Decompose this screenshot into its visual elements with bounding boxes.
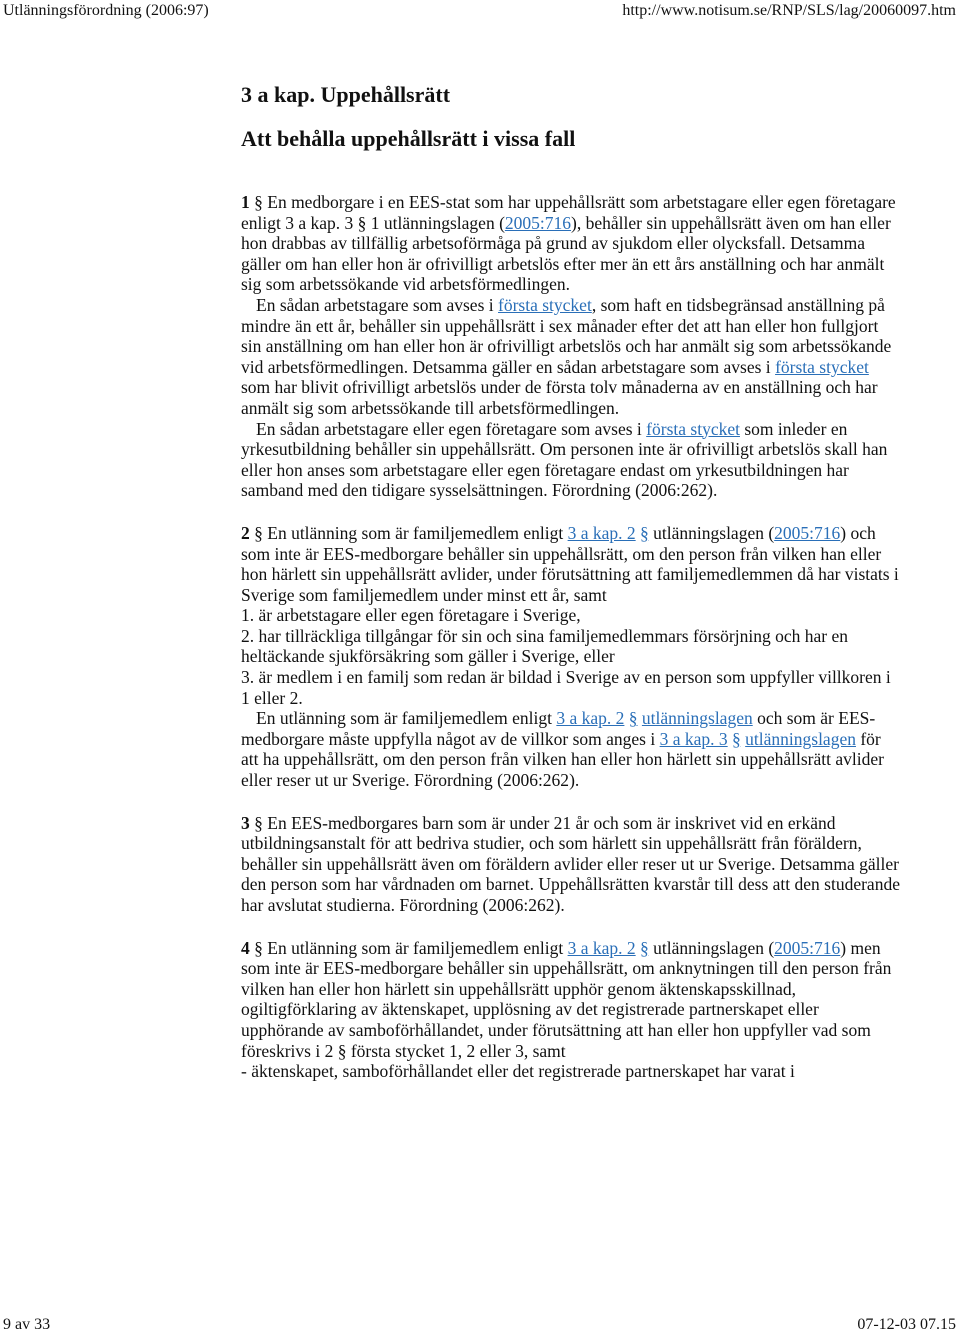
chapter-ref-link[interactable]: 3 a kap. 2 — [567, 937, 636, 958]
chapter-ref-sign-link[interactable]: § — [640, 522, 649, 543]
list-item: - äktenskapet, samboförhållandet eller det registrerade partnerskapet har varat i — [241, 1061, 795, 1082]
chapter-heading: 3 a kap. Uppehållsrätt — [241, 82, 451, 107]
amendment-ref: 2006:262 — [488, 895, 555, 915]
section-3 — [241, 813, 901, 916]
section-subheading: Att behålla uppehållsrätt i vissa fall — [241, 126, 576, 151]
document-body — [241, 82, 901, 1104]
section-1-paragraph-1: 1 § En medborgare i en EES-stat som har uppehållsrätt som arbetstagare eller egen företagare enligt 3 a kap. 3 § 1 utlänningslagen (2005:716), behåller sin uppehållsrätt även om han eller hon drabbas av tillfällig arbetsoförmåga på grund av sjukdom eller olycksfall. Detsamma gäller om han eller hon är ofrivilligt arbetslös efter mer än ett års anställning och har anmält sig som arbetssökande vid arbetsförmedlingen. — [241, 192, 896, 295]
section-number: 3 — [241, 812, 250, 833]
section-1-paragraph-2: En sådan arbetstagare som avses i första stycket, som haft en tidsbegränsad anställning på mindre än ett år, behåller sin uppehållsrätt i sex månader efter det att han eller hon fullgjort sin anställning om han eller hon är ofrivilligt arbetslös och har anmält sig som arbetssökande vid arbetsförmedlingen. Detsamma gäller en sådan arbetstagare som avses i första stycket som har blivit ofrivilligt arbetslös under de första tolv månaderna av en anställning och har anmält sig som arbetssökande till arbetsförmedlingen. — [241, 294, 892, 418]
amendment-ref: 2006:262 — [502, 770, 570, 791]
page-footer — [0, 1316, 960, 1338]
section-3-paragraph-1: 3 § En EES-medborgares barn som är under 21 år och som är inskrivet vid en erkänd utbildningsanstalt för att bedriva studier, och som härlett sin uppehållsrätt från föräldern, behåller sin uppehållsrätt även om föräldern avlider eller reser ut ur Sverige. Detsamma gäller den person som har vårdnaden om barnet. Uppehållsrätten kvarstår till dess att den studerande har avslutat studierna. Förordning (2006:262). — [241, 812, 900, 915]
section-1-paragraph-3: En sådan arbetstagare eller egen företagare som avses i första stycket som inleder en yrkesutbildning behåller sin uppehållsrätt. Om personen inte är ofrivilligt arbetslös skall han eller hon anses som arbetstagare eller egen företagare endast om yrkesutbildningen har samband med den tidigare sysselsättningen. Förordning (2006:262). — [241, 418, 888, 501]
section-2-paragraph-2: En utlänning som är familjemedlem enligt 3 a kap. 2 § utlänningslagen och som är EES-medborgare måste uppfylla något av de villkor som anges i 3 a kap. 3 § utlänningslagen för att ha uppehållsrätt, om den person från vilken han eller hon härlett sin uppehållsrätt avlider eller reser ut ur Sverige. Förordning (2006:262). — [241, 708, 884, 791]
print-date: 07-12-03 07.15 — [857, 1316, 956, 1333]
section-number: 2 — [241, 522, 250, 543]
section-sign: § — [254, 937, 263, 958]
chapter-ref-link[interactable]: 3 a kap. 2 — [567, 522, 636, 543]
list-item: 3. är medlem i en familj som redan är bildad i Sverige av en person som uppfyller villkoren i 1 eller 2. — [241, 667, 891, 708]
chapter-ref-sign-link[interactable]: § — [628, 708, 638, 729]
section-number: 4 — [241, 937, 250, 958]
chapter-ref-sign-link[interactable]: § — [640, 937, 649, 958]
section-number: 1 — [241, 192, 250, 212]
forsta-stycket-link[interactable]: första stycket — [775, 356, 869, 377]
page-number: 9 av 33 — [3, 1316, 51, 1333]
page-header — [0, 0, 960, 26]
chapter-ref-sign-link[interactable]: § — [732, 728, 741, 749]
forsta-stycket-link[interactable]: första stycket — [646, 418, 740, 439]
law-link[interactable]: utlänningslagen — [745, 728, 856, 749]
section-4-paragraph-1: 4 § En utlänning som är familjemedlem enligt 3 a kap. 2 § utlänningslagen (2005:716) men som inte är EES-medborgare behåller sin uppehållsrätt, om anknytningen till den person från vilken han eller hon härlett sin uppehållsrätt upphör genom äktenskapsskillnad, ogiltigförklaring av äktenskapet, upplösning av det registrerade partnerskapet eller upphörande av samboförhållandet, under förutsättning att han eller hon uppfyller vad som föreskrivs i 2 § första stycket 1, 2 eller 3, samt — [241, 937, 892, 1061]
law-link[interactable]: utlänningslagen — [641, 708, 753, 729]
section-2 — [241, 523, 901, 791]
sfs-link[interactable]: 2005:716 — [504, 212, 572, 233]
section-sign: § — [254, 812, 263, 833]
amendment-ref: 2006:262 — [641, 480, 708, 501]
forsta-stycket-link[interactable]: första stycket — [498, 294, 592, 315]
section-sign: § — [254, 192, 263, 212]
document-url[interactable]: http://www.notisum.se/RNP/SLS/lag/20060097.htm — [622, 2, 956, 19]
section-2-paragraph-1: 2 § En utlänning som är familjemedlem enligt 3 a kap. 2 § utlänningslagen (2005:716) och som inte är EES-medborgare behåller sin uppehållsrätt, om den person från vilken han eller hon härlett sin uppehållsrätt avlider, under förutsättning att familjemedlemmen då har vistats i Sverige som familjemedlem under minst ett år, samt — [241, 522, 899, 605]
section-4 — [241, 938, 901, 1082]
sfs-link[interactable]: 2005:716 — [774, 937, 841, 958]
list-item: 2. har tillräckliga tillgångar för sin och sina familjemedlemmars försörjning och har en heltäckande sjukförsäkring som gäller i Sverige, eller — [241, 625, 848, 667]
document-title: Utlänningsförordning (2006:97) — [3, 2, 209, 19]
chapter-ref-link[interactable]: 3 a kap. 2 — [556, 708, 625, 729]
chapter-ref-link[interactable]: 3 a kap. 3 — [659, 728, 728, 749]
section-sign: § — [254, 522, 263, 543]
list-item: 1. är arbetstagare eller egen företagare i Sverige, — [241, 605, 581, 626]
section-1 — [241, 192, 901, 501]
sfs-link[interactable]: 2005:716 — [774, 522, 841, 543]
